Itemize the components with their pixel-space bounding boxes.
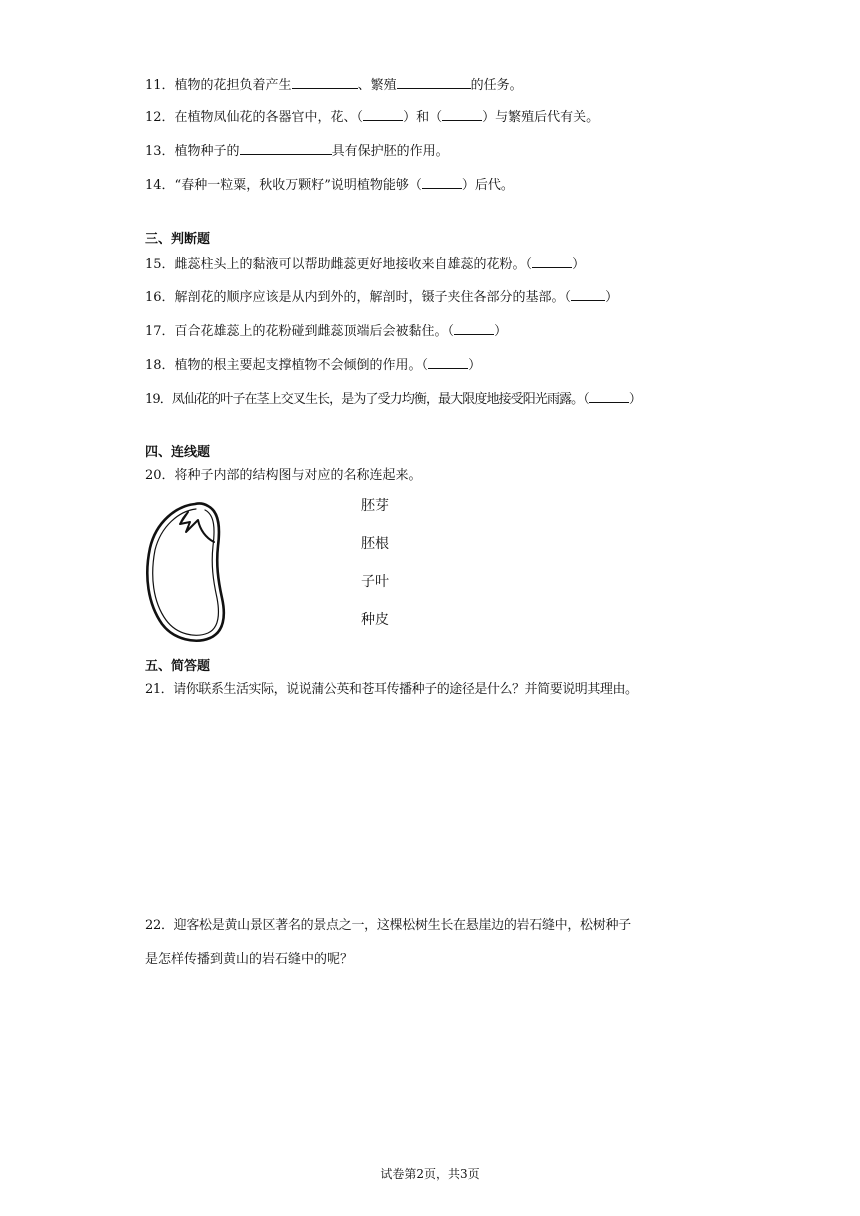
question-22-continued <box>145 951 353 969</box>
question-text: 植物的根主要起支撑植物不会倾倒的作用。（ <box>174 358 429 373</box>
question-14 <box>145 174 514 195</box>
seed-structure-diagram <box>140 498 250 648</box>
question-text: 雌蕊柱头上的黏液可以帮助雌蕊更好地接收来自雄蕊的花粉。（ <box>174 257 533 272</box>
question-text: ）后代。 <box>461 178 514 193</box>
answer-blank[interactable] <box>532 253 572 268</box>
question-number: 20． <box>145 468 175 483</box>
answer-blank[interactable] <box>240 140 332 155</box>
question-text: 请你联系生活实际，说说蒲公英和苍耳传播种子的途径是什么？并简要说明其理由。 <box>173 682 638 697</box>
question-text: 是怎样传播到黄山的岩石缝中的呢？ <box>145 952 354 967</box>
answer-blank[interactable] <box>422 174 462 189</box>
question-number: 11． <box>145 78 175 93</box>
question-12 <box>145 106 599 127</box>
question-text: ） <box>468 358 482 373</box>
term-embryo-bud[interactable]: 胚芽 <box>361 498 389 514</box>
question-text: ）与繁殖后代有关。 <box>482 110 600 125</box>
question-text: 解剖花的顺序应该是从内到外的，解剖时，镊子夹住各部分的基部。（ <box>174 290 572 305</box>
section-heading-short-answer: 五、简答题 <box>145 659 211 674</box>
question-number: 21． <box>145 682 174 697</box>
term-seed-coat[interactable]: 种皮 <box>361 612 389 628</box>
answer-blank[interactable] <box>571 286 605 301</box>
question-text: 凤仙花的叶子在茎上交叉生长，是为了受力均衡，最大限度地接受阳光雨露。（ <box>171 392 589 407</box>
question-text: 在植物凤仙花的各器官中，花、（ <box>174 110 364 125</box>
question-number: 18． <box>145 358 175 373</box>
question-text: ） <box>605 290 619 305</box>
question-13 <box>145 140 449 161</box>
embryo-bud-outline <box>180 512 214 542</box>
question-text: 的任务。 <box>470 78 523 93</box>
answer-blank[interactable] <box>397 74 471 89</box>
question-text: 植物的花担负着产生 <box>174 78 292 93</box>
page-footer: 试卷第2页，共3页 <box>380 1167 480 1181</box>
question-text: ）和（ <box>403 110 443 125</box>
question-18 <box>145 354 481 375</box>
question-text: 迎客松是黄山景区著名的景点之一，这棵松树生长在悬崖边的岩石缝中，松树种子 <box>173 918 631 933</box>
question-text: ） <box>494 324 508 339</box>
question-text: ） <box>572 257 586 272</box>
seed-inner-outline <box>153 509 219 635</box>
answer-blank[interactable] <box>442 106 482 121</box>
question-16 <box>145 286 618 307</box>
question-number: 19． <box>145 392 172 407</box>
question-22 <box>145 917 631 935</box>
answer-blank[interactable] <box>454 320 494 335</box>
question-number: 22． <box>145 918 174 933</box>
question-number: 14． <box>145 178 175 193</box>
question-21 <box>145 681 638 699</box>
question-19 <box>145 388 641 409</box>
answer-blank[interactable] <box>589 388 629 403</box>
question-15 <box>145 253 585 274</box>
question-text: 、繁殖 <box>357 78 397 93</box>
answer-blank[interactable] <box>363 106 403 121</box>
section-heading-judgment: 三、判断题 <box>145 232 211 247</box>
question-number: 13． <box>145 144 175 159</box>
question-number: 12． <box>145 110 175 125</box>
question-text: ） <box>628 392 641 407</box>
question-text: 将种子内部的结构图与对应的名称连起来。 <box>174 468 422 483</box>
question-text: “春种一粒粟，秋收万颗籽”说明植物能够（ <box>174 178 422 193</box>
question-text: 植物种子的 <box>174 144 240 159</box>
term-embryo-root[interactable]: 胚根 <box>361 536 389 552</box>
question-number: 15． <box>145 257 175 272</box>
section-heading-matching: 四、连线题 <box>145 445 211 460</box>
answer-blank[interactable] <box>428 354 468 369</box>
question-17 <box>145 320 507 341</box>
question-20 <box>145 467 422 485</box>
question-number: 16． <box>145 290 175 305</box>
term-cotyledon[interactable]: 子叶 <box>361 574 389 590</box>
question-text: 具有保护胚的作用。 <box>331 144 449 159</box>
answer-blank[interactable] <box>292 74 358 89</box>
question-11 <box>145 74 523 95</box>
question-text: 百合花雄蕊上的花粉碰到雌蕊顶端后会被黏住。（ <box>174 324 455 339</box>
question-number: 17． <box>145 324 175 339</box>
